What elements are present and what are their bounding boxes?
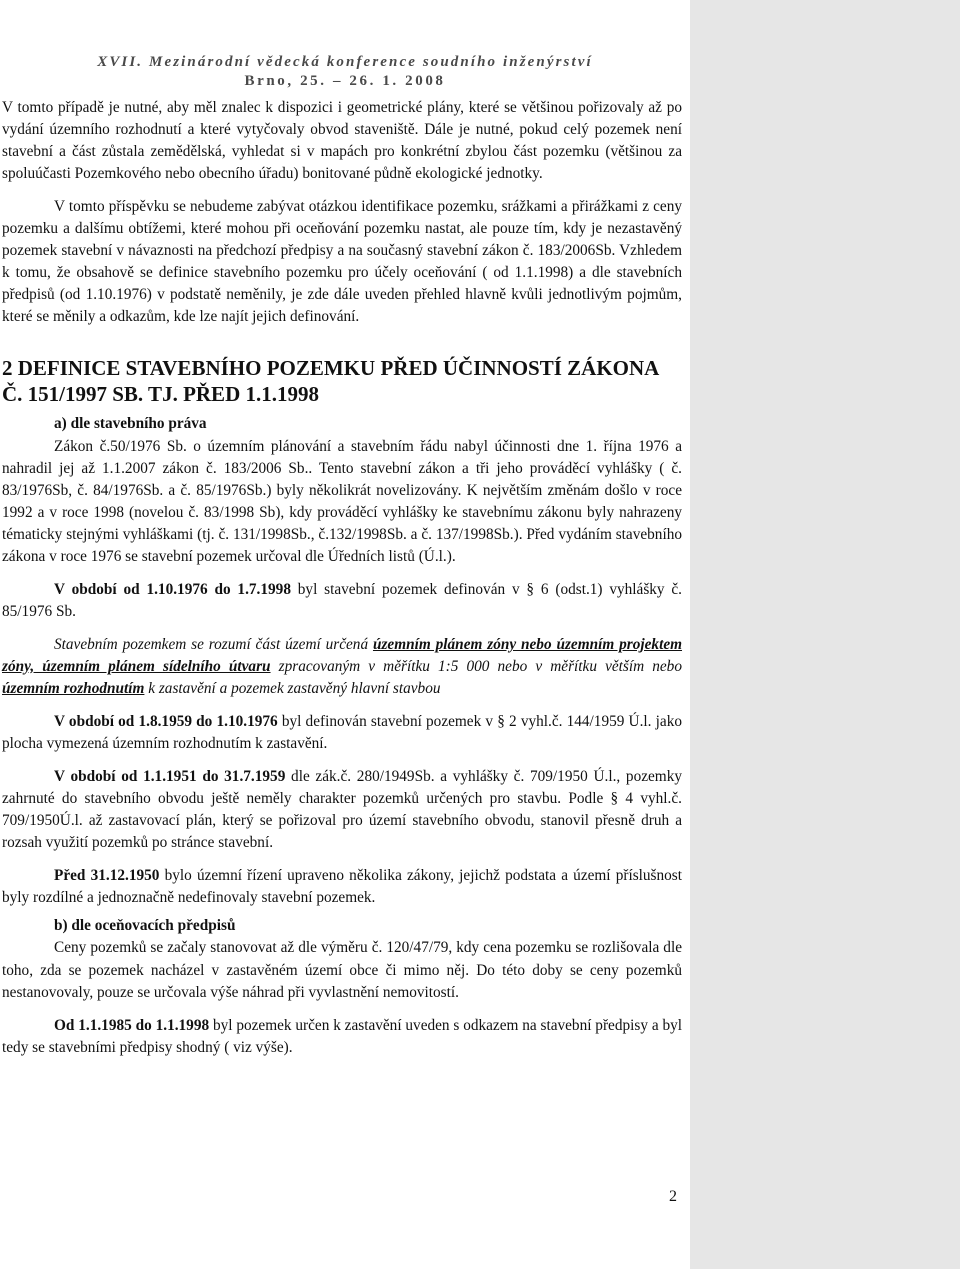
paragraph: V tomto příspěvku se nebudeme zabývat otázkou identifikace pozemku, srážkami a přirážkami z ceny pozemku a dalšímu obtížemi, které mohou při oceňování pozemku nastat, ale pouze tím, kdy je nezastavěný pozemek stavební v návaznosti na předchozí předpisy a na současný stavební zákon č. 183/2006Sb. Vzhledem k tomu, že obsahově se definice stavebního pozemku pro účely oceňování ( od 1.1.1998) a dle stavebních předpisů (od 1.10.1976) v podstatě neměnily, je zde dále uveden přehled hlavně kvůli jednotlivým pojmům, které se měnily a odkazům, kde lze najít jejich definování. [2,198,682,326]
document-body [2,97,682,1059]
conference-header [0,53,690,91]
subsection-heading-b: b) dle oceňovacích předpisů [54,917,236,935]
page-number: 2 [669,1188,677,1205]
period-text: bylo územní řízení upraveno několika zákony, jejichž podstata a území příslušnost byly rozdílné a jednoznačně nedefinovaly stavební pozemek. [2,867,683,907]
period-label: V období od 1.1.1951 do 31.7.1959 [54,768,286,786]
paragraph: V tomto případě je nutné, aby měl znalec k dispozici i geometrické plány, které se většinou pořizovaly až po vydání územního rozhodnutí a které vytyčovaly obvod staveniště. Dále je nutné, pokud celý pozemek není stavební a část zůstala zemědělská, vyhledat si v mapách pro konkrétní zbylou část pozemku (většinou za spoluúčasti Pozemkového nebo obecního úřadu) bonitované půdně ekologické jednotky. [2,99,682,183]
period-label: V období od 1.8.1959 do 1.10.1976 [54,713,278,731]
period-text: byl pozemek určen k zastavění uveden s odkazem na stavební předpisy a byl tedy se stavebními předpisy shodný ( viz výše). [2,1016,682,1056]
paragraph [2,1015,682,1059]
period-label: V období od 1.10.1976 do 1.7.1998 [54,580,291,598]
header-date: Brno, 25. – 26. 1. 2008 [244,73,446,89]
paragraph [2,711,682,755]
definition-text: k zastavění a pozemek zastavěný hlavní stavbou [144,679,441,697]
header-title: XVII. Mezinárodní vědecká konference soudního inženýrství [97,54,593,70]
definition-text: Stavebním pozemkem se rozumí část území určená [54,635,373,653]
paragraph [2,766,682,854]
definition-paragraph [2,634,682,700]
period-text: dle zák.č. 280/1949Sb. a vyhlášky č. 709/1950 Ú.l., pozemky zahrnuté do stavebního obvodu ještě neměly charakter pozemků určených pro stavbu. Podle § 4 vyhl.č. 709/1950Ú.l. až zastavovací plán, který se pořizoval pro území stavebního obvodu, stanovil přesně druh a rozsah využití pozemků po stránce stavební. [2,768,683,852]
paragraph [2,865,682,909]
paragraph [2,579,682,623]
section-heading: 2 DEFINICE STAVEBNÍHO POZEMKU PŘED ÚČINNOSTÍ ZÁKONA Č. 151/1997 SB. TJ. PŘED 1.1.1998 [2,356,659,407]
subsection-heading-a: a) dle stavebního práva [54,415,207,433]
period-label: Od 1.1.1985 do 1.1.1998 [54,1016,210,1034]
period-label: Před 31.12.1950 [54,867,160,885]
comment-pane [690,0,960,1269]
definition-emphasis: územním plánem zóny nebo územním projektem zóny, územním plánem sídelního útvaru [2,635,683,675]
period-text: byl stavební pozemek definován v § 6 (odst.1) vyhlášky č. 85/1976 Sb. [2,580,682,620]
paragraph: Ceny pozemků se začaly stanovovat až dle výměru č. 120/47/79, kdy cena pozemku se rozlišovala dle toho, zda se pozemek nacházel v zastavěném území obce či mimo něj. Do této doby se ceny pozemků nestanovovaly, pouze se určovala výše náhrad při vyvlastnění nemovitostí. [2,939,682,1001]
definition-text: zpracovaným v měřítku 1:5 000 nebo v měřítku větším nebo [270,657,682,675]
definition-emphasis: územním rozhodnutím [2,679,145,697]
period-text: byl definován stavební pozemek v § 2 vyhl.č. 144/1959 Ú.l. jako plocha vymezená územním rozhodnutím k zastavění. [2,713,682,753]
paragraph: Zákon č.50/1976 Sb. o územním plánování a stavebním řádu nabyl účinnosti dne 1. října 1976 a nahradil jej až 1.1.2007 zákon č. 183/2006 Sb.. Tento stavební zákon a tři jeho prováděcí vyhlášky ( č. 83/1976Sb, č. 84/1976Sb. a č. 85/1976Sb.) byly několikrát novelizovány. K největším změnám došlo v roce 1992 a v roce 1998 (novelou č. 83/1998 Sb), kdy prováděcí vyhlášky ke stavebnímu zákonu byly nahrazeny tématicky stejnými vyhláškami (tj. č. 131/1998Sb., č.132/1998Sb. a č. 137/1998Sb.). Před vydáním stavebního zákona v roce 1976 se stavební pozemek určoval dle Úředních listů (Ú.l.). [2,437,682,565]
